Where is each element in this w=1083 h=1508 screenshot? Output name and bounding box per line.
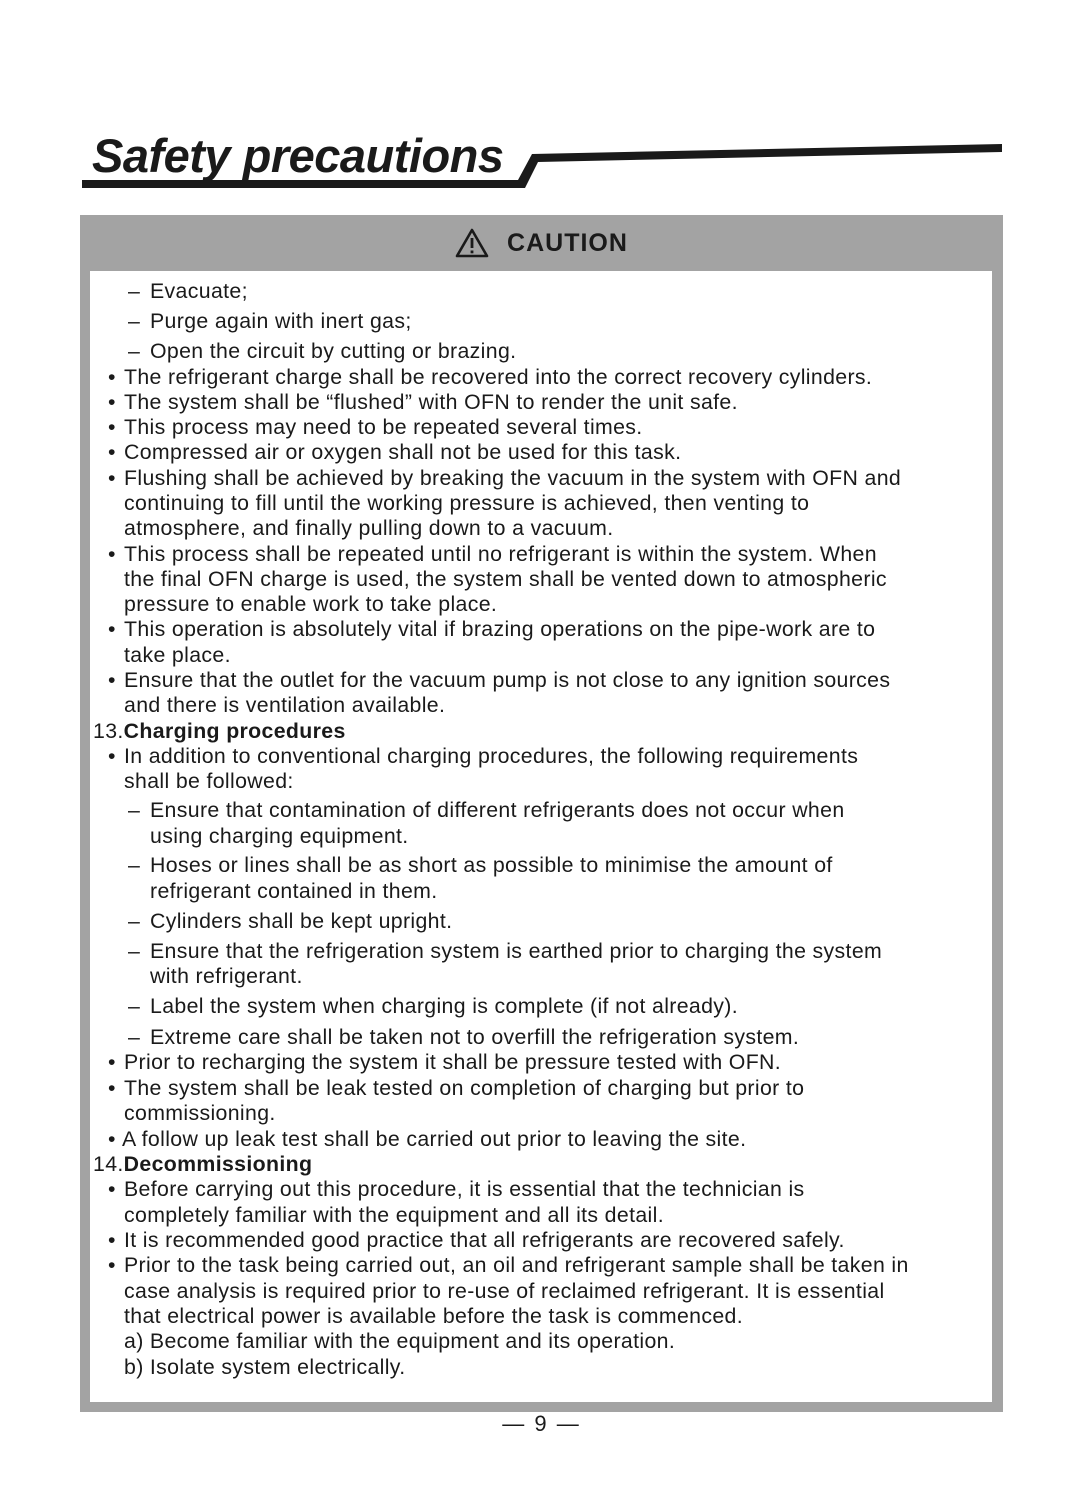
- section-title: Decommissioning: [123, 1152, 313, 1176]
- list-item-continuation: the final OFN charge is used, the system shall be vented down to atmospheric: [124, 567, 887, 591]
- dash-marker: –: [128, 798, 141, 822]
- sub-step: a) Become familiar with the equipment and its operation.: [124, 1329, 676, 1353]
- list-item-continuation: and there is ventilation available.: [124, 693, 446, 717]
- caution-label: CAUTION: [507, 228, 628, 257]
- bullet-marker: •: [108, 415, 116, 439]
- bullet-marker: •: [108, 1076, 116, 1100]
- section-heading: [93, 1152, 312, 1177]
- list-item: • A follow up leak test shall be carried out prior to leaving the site.: [108, 1127, 747, 1151]
- list-item: – Evacuate;: [128, 279, 248, 303]
- page-number: — 9 —: [502, 1411, 581, 1436]
- caution-header: [80, 215, 1003, 271]
- list-item: • This process shall be repeated until no refrigerant is within the system. When: [108, 542, 877, 566]
- bullet-marker: •: [108, 365, 116, 389]
- bullet-marker: •: [108, 542, 116, 566]
- list-item-continuation: refrigerant contained in them.: [150, 879, 438, 903]
- list-item: – Hoses or lines shall be as short as possible to minimise the amount of: [128, 853, 833, 877]
- list-item: • It is recommended good practice that all refrigerants are recovered safely.: [108, 1228, 845, 1252]
- list-item-continuation: using charging equipment.: [150, 824, 409, 848]
- bullet-marker: •: [108, 440, 116, 464]
- list-item-continuation: case analysis is required prior to re-use of reclaimed refrigerant. It is essential: [124, 1279, 885, 1303]
- section-title: Charging procedures: [123, 719, 346, 743]
- list-item: • This process may need to be repeated several times.: [108, 415, 643, 439]
- list-item-continuation: pressure to enable work to take place.: [124, 592, 498, 616]
- section-number: 14.: [93, 1152, 124, 1176]
- list-item: – Open the circuit by cutting or brazing.: [128, 339, 517, 363]
- list-item-continuation: commissioning.: [124, 1101, 276, 1125]
- list-item: • The system shall be leak tested on completion of charging but prior to: [108, 1076, 805, 1100]
- dash-marker: –: [128, 909, 141, 933]
- bullet-marker: •: [108, 744, 116, 768]
- dash-marker: –: [128, 853, 141, 877]
- bullet-marker: •: [108, 466, 116, 490]
- list-item-continuation: with refrigerant.: [150, 964, 303, 988]
- bullet-marker: •: [108, 668, 116, 692]
- list-item-continuation: completely familiar with the equipment and all its detail.: [124, 1203, 664, 1227]
- list-item: • The system shall be “flushed” with OFN to render the unit safe.: [108, 390, 738, 414]
- dash-marker: –: [128, 994, 141, 1018]
- list-item-continuation: atmosphere, and finally pulling down to a vacuum.: [124, 516, 614, 540]
- list-item-continuation: that electrical power is available before the task is commenced.: [124, 1304, 744, 1328]
- list-item: • Before carrying out this procedure, it is essential that the technician is: [108, 1177, 805, 1201]
- bullet-marker: •: [108, 1050, 116, 1074]
- list-item: • The refrigerant charge shall be recovered into the correct recovery cylinders.: [108, 365, 873, 389]
- list-item: – Cylinders shall be kept upright.: [128, 909, 453, 933]
- list-item: – Label the system when charging is complete (if not already).: [128, 994, 739, 1018]
- dash-marker: –: [128, 279, 141, 303]
- section-heading: [93, 719, 346, 744]
- dash-marker: –: [128, 939, 141, 963]
- bullet-marker: •: [108, 1177, 116, 1201]
- list-item-continuation: take place.: [124, 643, 231, 667]
- dash-marker: –: [128, 309, 141, 333]
- bullet-marker: •: [108, 1127, 116, 1151]
- dash-marker: –: [128, 1025, 141, 1049]
- bullet-marker: •: [108, 617, 116, 641]
- bullet-marker: •: [108, 390, 116, 414]
- list-item: – Ensure that the refrigeration system is earthed prior to charging the system: [128, 939, 883, 963]
- bullet-marker: •: [108, 1253, 116, 1277]
- list-item-continuation: shall be followed:: [124, 769, 294, 793]
- list-item: • Prior to recharging the system it shall be pressure tested with OFN.: [108, 1050, 782, 1074]
- list-item: • Prior to the task being carried out, an oil and refrigerant sample shall be taken in: [108, 1253, 909, 1277]
- list-item: – Extreme care shall be taken not to overfill the refrigeration system.: [128, 1025, 800, 1049]
- sub-step: b) Isolate system electrically.: [124, 1355, 406, 1379]
- list-item: – Ensure that contamination of different refrigerants does not occur when: [128, 798, 845, 822]
- list-item: • Flushing shall be achieved by breaking the vacuum in the system with OFN and: [108, 466, 902, 490]
- warning-triangle-icon: [455, 228, 489, 258]
- bullet-marker: •: [108, 1228, 116, 1252]
- list-item: • In addition to conventional charging procedures, the following requirements: [108, 744, 859, 768]
- dash-marker: –: [128, 339, 141, 363]
- list-item-continuation: continuing to fill until the working pressure is achieved, then venting to: [124, 491, 810, 515]
- page-title: Safety precautions: [92, 129, 504, 182]
- list-item: • Ensure that the outlet for the vacuum pump is not close to any ignition sources: [108, 668, 891, 692]
- list-item: – Purge again with inert gas;: [128, 309, 412, 333]
- page-header: [82, 126, 1002, 190]
- list-item: • This operation is absolutely vital if brazing operations on the pipe-work are to: [108, 617, 876, 641]
- list-item: • Compressed air or oxygen shall not be used for this task.: [108, 440, 682, 464]
- section-number: 13.: [93, 719, 124, 743]
